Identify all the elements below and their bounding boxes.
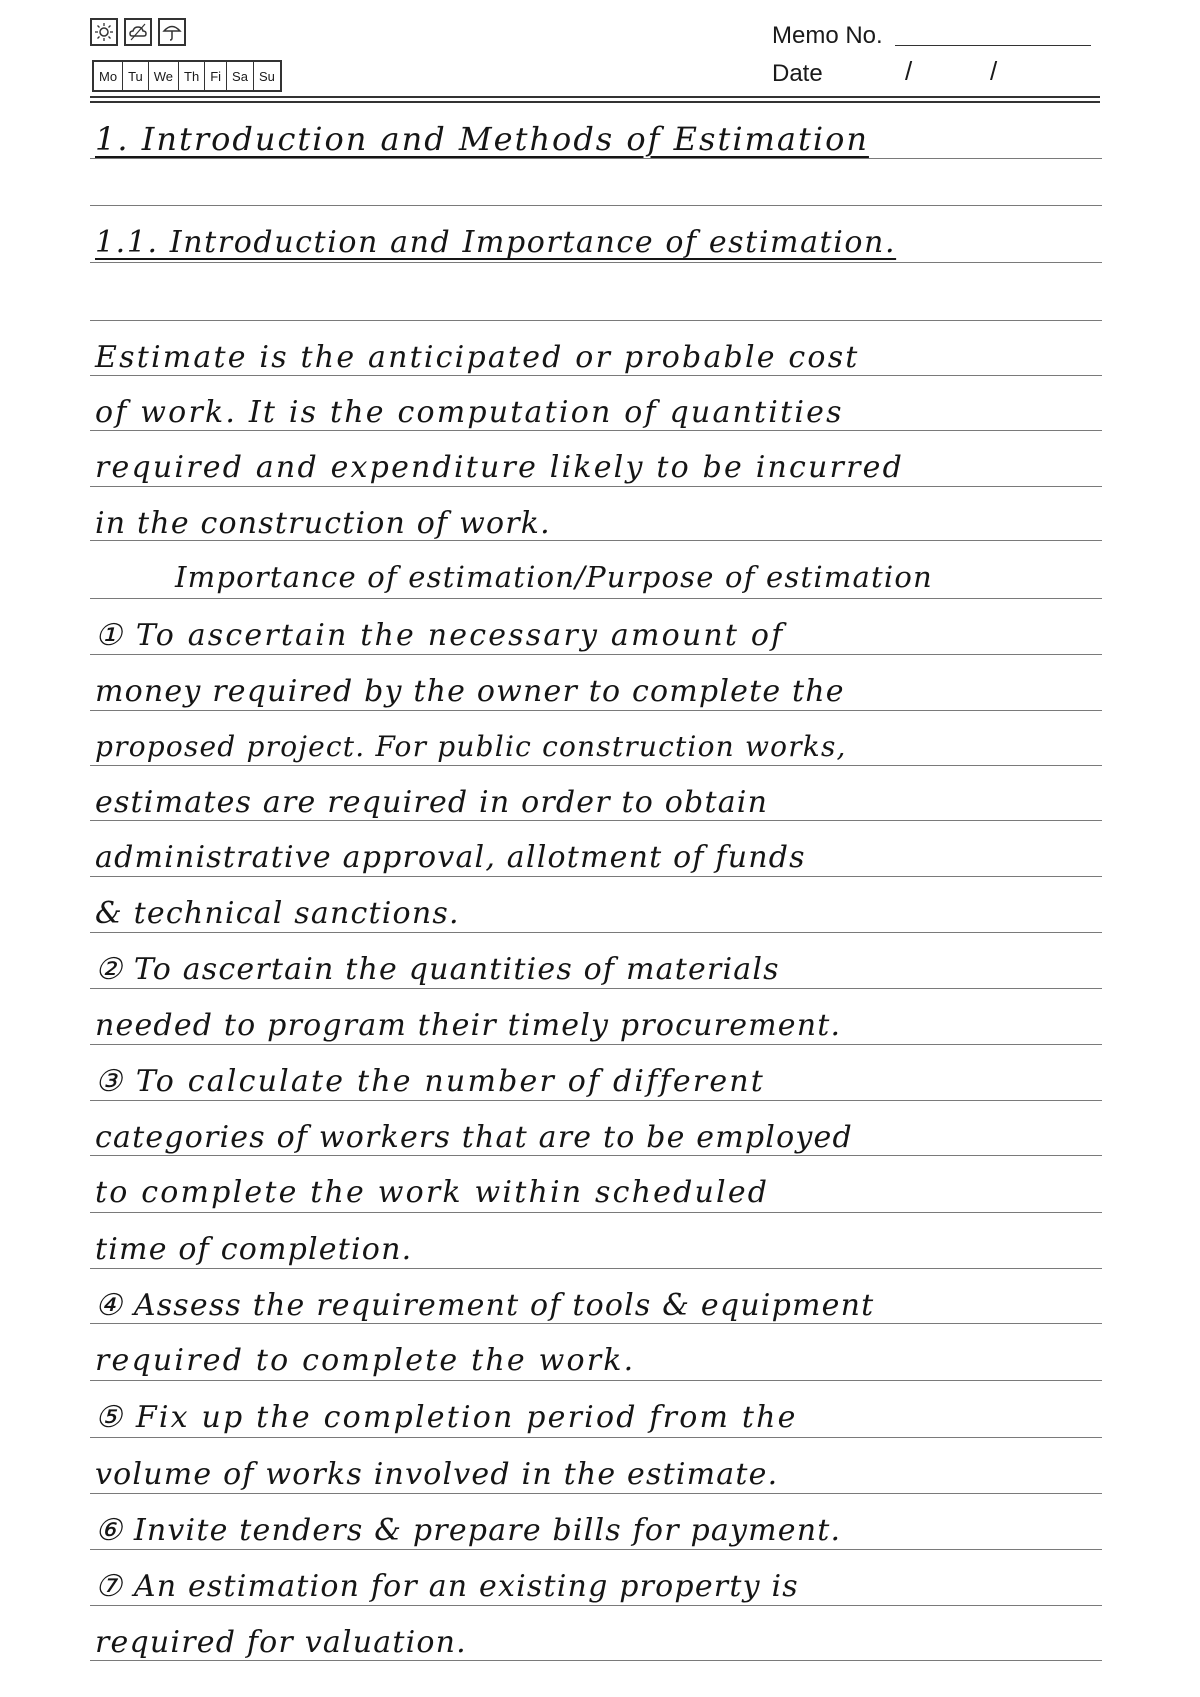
ruled-line xyxy=(90,486,1102,487)
ruled-line xyxy=(90,320,1102,321)
ruled-line xyxy=(90,1660,1102,1661)
point-line: proposed project. For public construction works, xyxy=(95,730,847,763)
ruled-line xyxy=(90,1268,1102,1269)
ruled-line xyxy=(90,765,1102,766)
ruled-line xyxy=(90,1323,1102,1324)
point-line: required for valuation. xyxy=(95,1625,467,1660)
ruled-line xyxy=(90,932,1102,933)
date-label: Date xyxy=(772,60,823,87)
ruled-line xyxy=(90,1044,1102,1045)
chapter-title: 1. Introduction and Methods of Estimation xyxy=(95,120,869,158)
day-th: Th xyxy=(179,62,205,90)
point-line: ⑥ Invite tenders & prepare bills for payment. xyxy=(95,1513,842,1548)
point-line: money required by the owner to complete the xyxy=(95,674,845,709)
ruled-line xyxy=(90,262,1102,263)
ruled-line xyxy=(90,205,1102,206)
ruled-line xyxy=(90,158,1102,159)
point-line: volume of works involved in the estimate. xyxy=(95,1457,779,1492)
ruled-line xyxy=(90,375,1102,376)
memo-number-label: Memo No. xyxy=(772,22,883,49)
sun-icon xyxy=(90,18,118,46)
point-line: estimates are required in order to obtain xyxy=(95,785,769,820)
point-line: ④ Assess the requirement of tools & equipment xyxy=(95,1288,875,1323)
day-fi: Fi xyxy=(205,62,227,90)
point-line: needed to program their timely procurement. xyxy=(95,1008,842,1043)
date-separator: / xyxy=(905,56,913,86)
definition-line: required and expenditure likely to be incurred xyxy=(95,450,904,485)
point-line: required to complete the work. xyxy=(95,1343,636,1378)
point-line: ⑦ An estimation for an existing property is xyxy=(95,1569,799,1604)
header-divider xyxy=(90,101,1100,103)
point-line: to complete the work within scheduled xyxy=(95,1175,770,1210)
point-line: administrative approval, allotment of funds xyxy=(95,840,806,875)
definition-line: Estimate is the anticipated or probable cost xyxy=(95,340,860,375)
ruled-line xyxy=(90,1100,1102,1101)
header-divider xyxy=(90,96,1100,98)
day-su: Su xyxy=(258,68,275,84)
ruled-line xyxy=(90,1549,1102,1550)
day-tu: Tu xyxy=(123,62,149,90)
point-line: time of completion. xyxy=(95,1232,413,1267)
point-line: ⑤ Fix up the completion period from the xyxy=(95,1400,798,1435)
definition-line: of work. It is the computation of quantities xyxy=(95,395,844,430)
weather-icons xyxy=(90,18,186,46)
day-we: We xyxy=(149,62,179,90)
ruled-line xyxy=(90,1212,1102,1213)
date-separator: / xyxy=(990,56,998,86)
point-line: ① To ascertain the necessary amount of xyxy=(95,618,785,653)
definition-line: in the construction of work. xyxy=(95,506,551,541)
ruled-line xyxy=(90,1155,1102,1156)
point-line: ③ To calculate the number of different xyxy=(95,1064,766,1099)
point-line: ② To ascertain the quantities of materials xyxy=(95,952,780,987)
memo-number-field xyxy=(895,45,1091,46)
umbrella-icon xyxy=(158,18,186,46)
section-title: 1.1. Introduction and Importance of estimation. xyxy=(95,225,897,260)
cloud-icon xyxy=(124,18,152,46)
ruled-line xyxy=(90,598,1102,599)
ruled-line xyxy=(90,1380,1102,1381)
ruled-line xyxy=(90,1493,1102,1494)
ruled-line xyxy=(90,710,1102,711)
ruled-line xyxy=(90,876,1102,877)
day-mo: Mo xyxy=(94,62,123,90)
importance-heading: Importance of estimation/Purpose of estimation xyxy=(175,560,933,594)
point-line: categories of workers that are to be employed xyxy=(95,1120,853,1155)
ruled-line xyxy=(90,654,1102,655)
ruled-line xyxy=(90,820,1102,821)
day-sa: Sa xyxy=(227,62,254,90)
ruled-line xyxy=(90,988,1102,989)
ruled-line xyxy=(90,430,1102,431)
weekday-boxes xyxy=(92,60,282,92)
ruled-line xyxy=(90,1605,1102,1606)
ruled-line xyxy=(90,1437,1102,1438)
point-line: & technical sanctions. xyxy=(95,896,460,931)
